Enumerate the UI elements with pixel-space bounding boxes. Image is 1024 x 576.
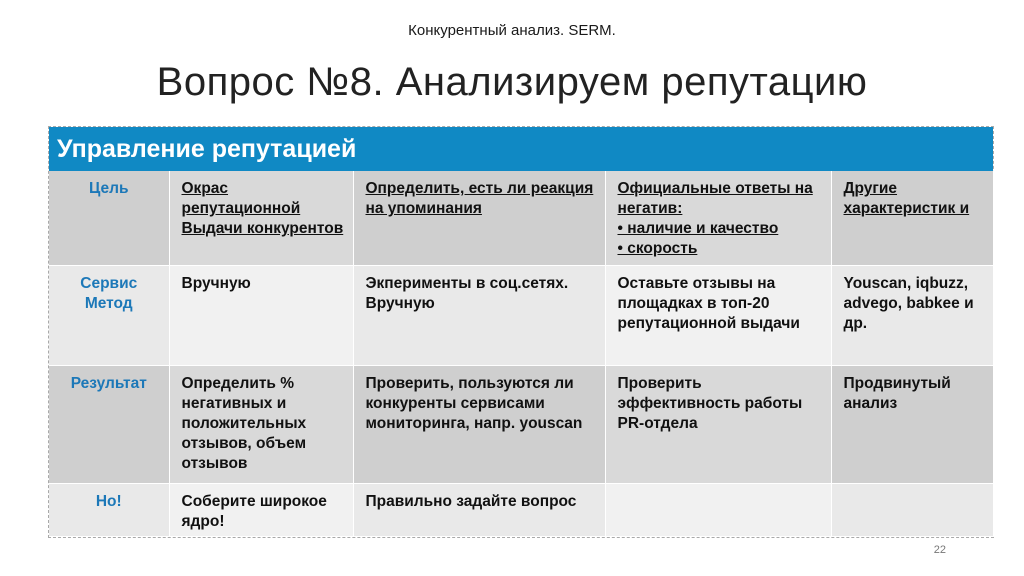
table-cell: Продвинутый анализ <box>831 365 993 483</box>
table-body <box>49 171 994 537</box>
table-row <box>49 483 993 536</box>
table-cell: Определить % негативных и положительных отзывов, объем отзывов <box>169 365 353 483</box>
row-label: Цель <box>49 171 169 265</box>
table-cell: Соберите широкое ядро! <box>169 483 353 536</box>
page-number: 22 <box>933 544 946 556</box>
table-row <box>49 171 993 265</box>
table-cell: Официальные ответы на негатив: • наличие и качество • скорость <box>605 171 831 265</box>
reputation-table <box>48 126 994 538</box>
table-heading: Управление репутацией <box>49 127 993 171</box>
table-cell: Youscan, iqbuzz, advego, babkee и др. <box>831 265 993 365</box>
table-row <box>49 265 993 365</box>
table-cell: Проверить, пользуются ли конкуренты сервисами мониторинга, напр. youscan <box>353 365 605 483</box>
table-cell: Правильно задайте вопрос <box>353 483 605 536</box>
table-cell: Вручную <box>169 265 353 365</box>
row-label: Но! <box>49 483 169 536</box>
row-label: Сервис Метод <box>49 265 169 365</box>
table-cell <box>831 483 993 536</box>
table-cell <box>605 483 831 536</box>
table-cell: Окрас репутационной Выдачи конкурентов <box>169 171 353 265</box>
slide-subtitle: Конкурентный анализ. SERM. <box>408 22 616 39</box>
table-row <box>49 365 993 483</box>
table-cell: Определить, есть ли реакция на упоминания <box>353 171 605 265</box>
table-cell: Оставьте отзывы на площадках в топ-20 репутационной выдачи <box>605 265 831 365</box>
slide-title: Вопрос №8. Анализируем репутацию <box>156 60 868 104</box>
table-cell: Экперименты в соц.сетях. Вручную <box>353 265 605 365</box>
table-cell: Проверить эффективность работы PR-отдела <box>605 365 831 483</box>
row-label: Результат <box>49 365 169 483</box>
table-cell: Другие характеристик и <box>831 171 993 265</box>
